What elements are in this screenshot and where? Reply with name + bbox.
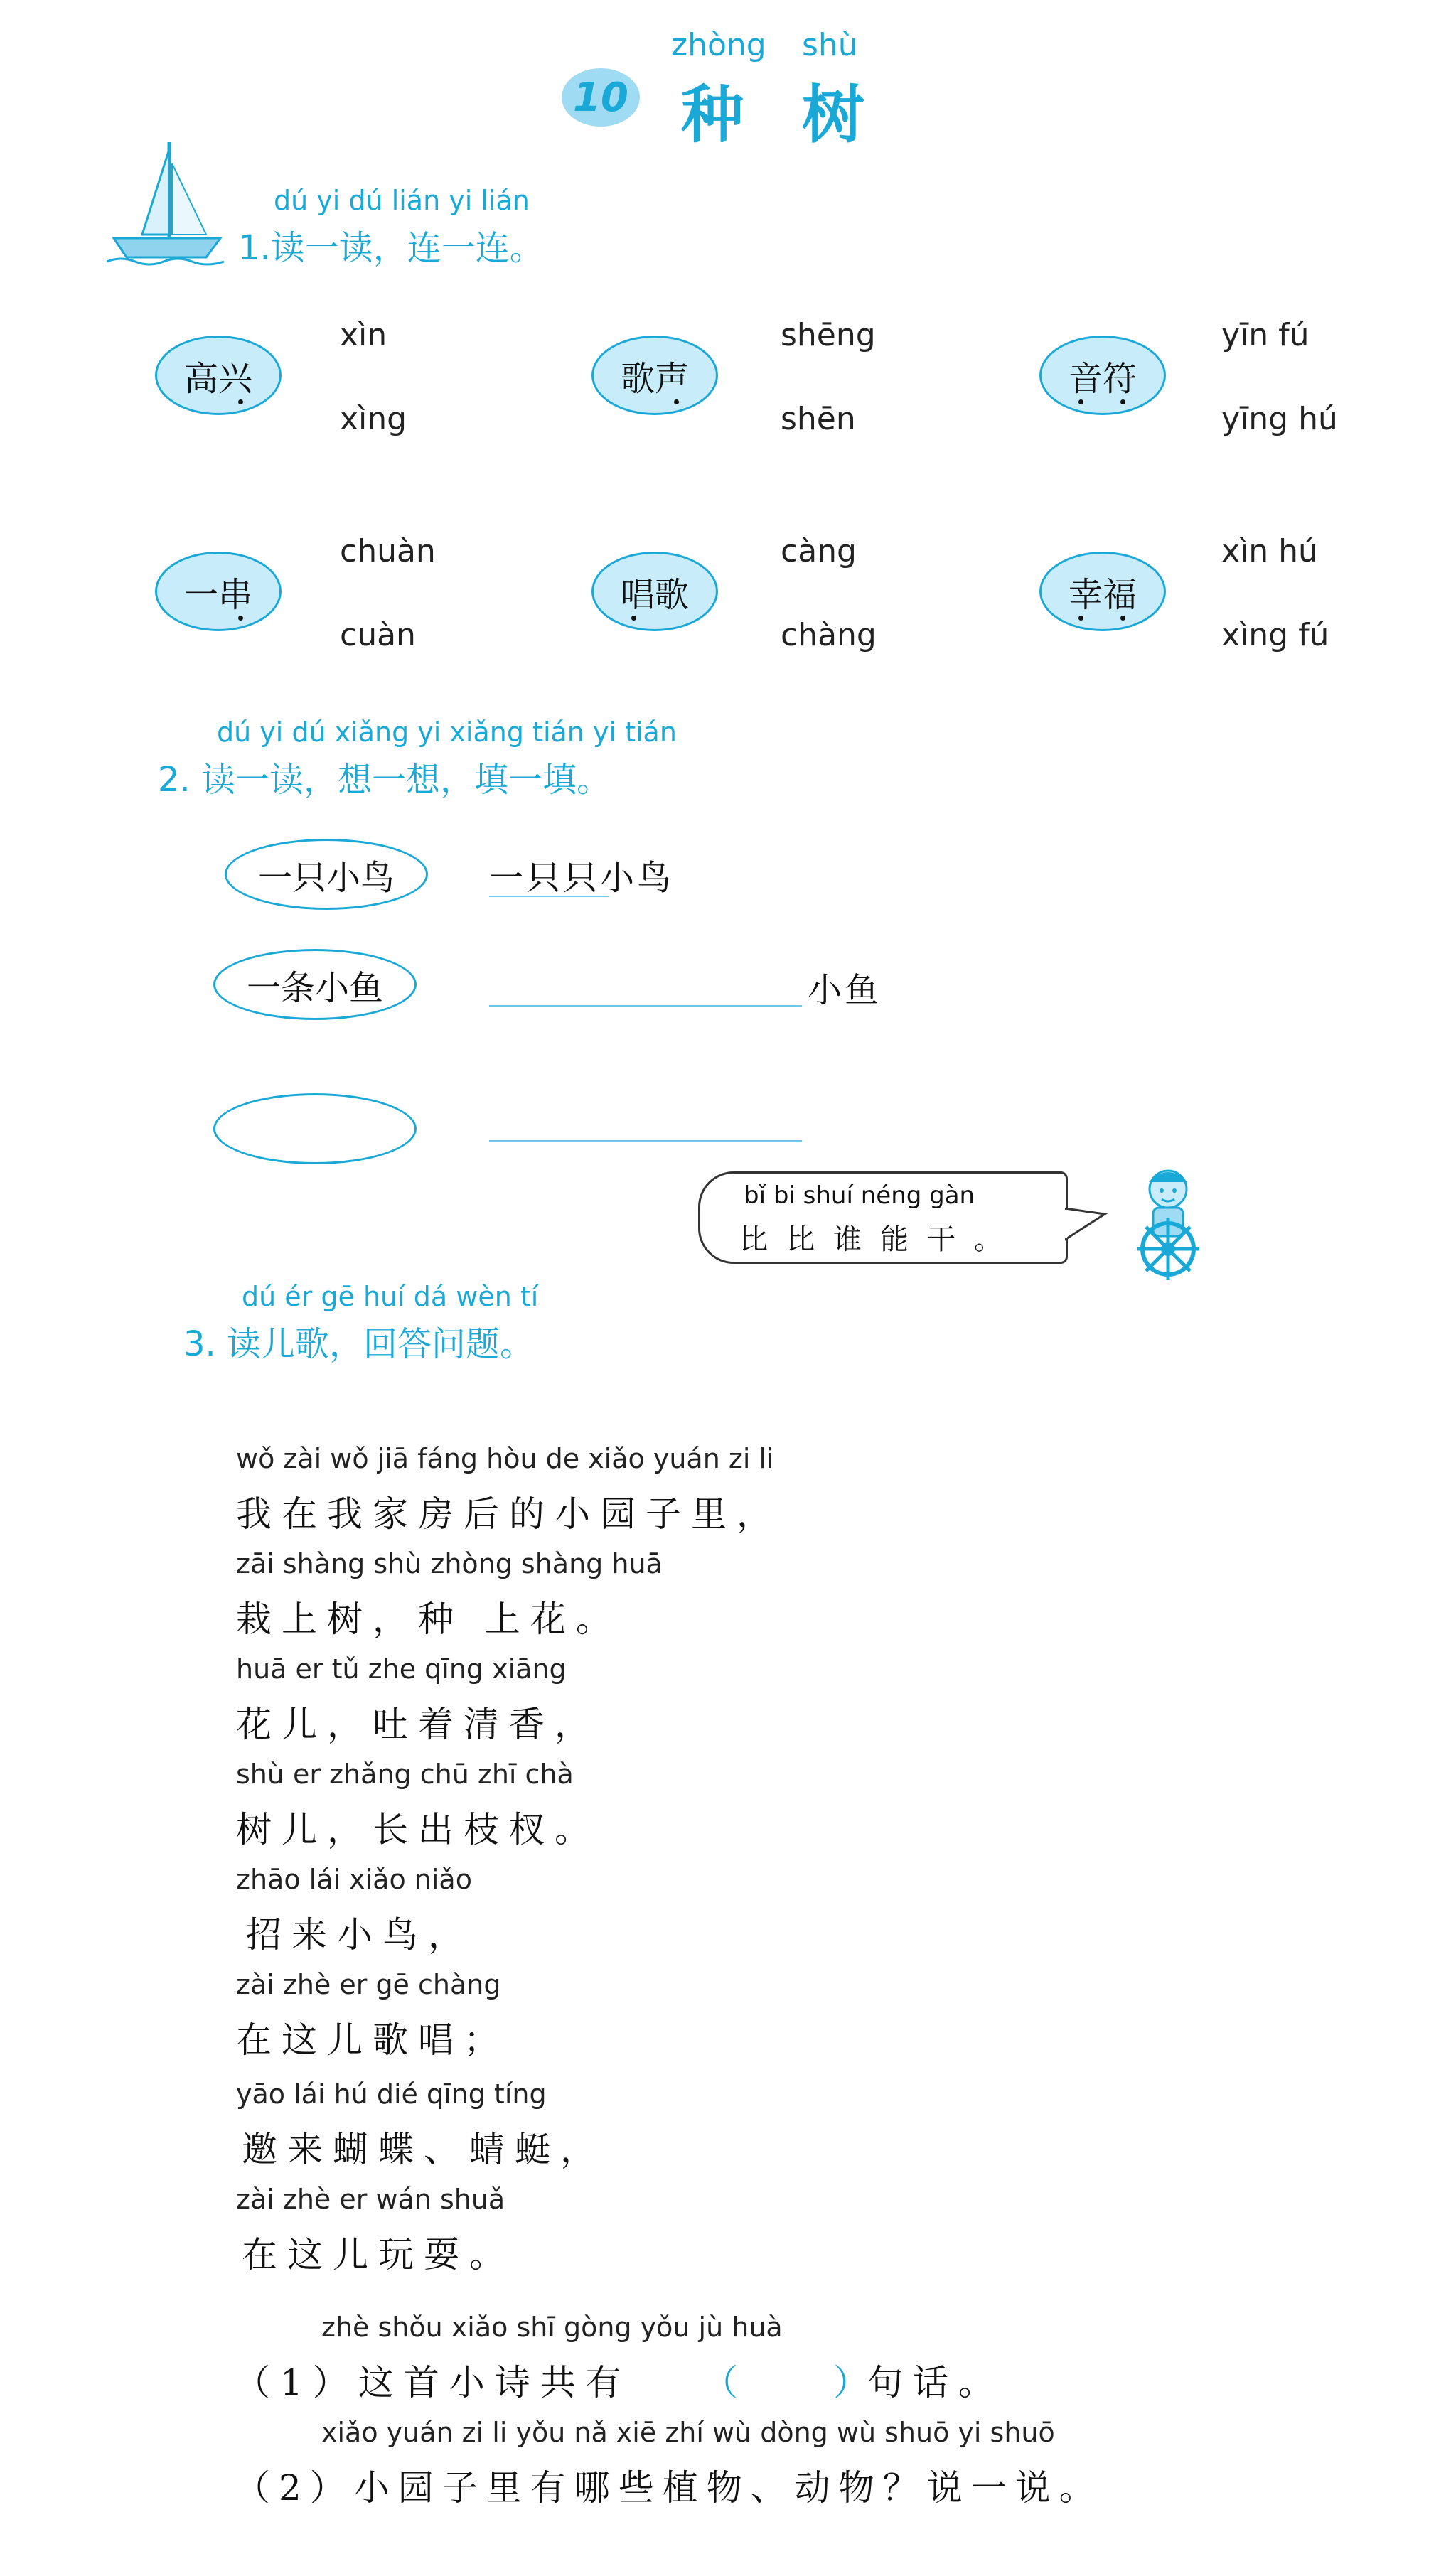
- bubble-text: 比比谁能干。: [739, 1223, 1021, 1256]
- q1-word-oval-6[interactable]: [1039, 552, 1166, 631]
- sub1-bracket-open: （: [702, 2362, 738, 2403]
- q1-opt-1b[interactable]: xìng: [340, 401, 407, 437]
- q3-label: 3. 读儿歌，回答问题。: [183, 1324, 535, 1364]
- q2-oval-2: [213, 949, 417, 1020]
- emphasis-dot: [674, 399, 679, 404]
- sub1-text-a: （1）这首小诗共有: [235, 2362, 631, 2403]
- q2-oval-3-blank[interactable]: [213, 1093, 417, 1164]
- q2-row3-blank[interactable]: [489, 1140, 802, 1142]
- q2-row2-suffix: 小鱼: [808, 970, 882, 1010]
- q1-word-oval-4[interactable]: [155, 552, 282, 631]
- q1-opt-3a[interactable]: yīn fú: [1221, 317, 1310, 353]
- q1-opt-6a[interactable]: xìn hú: [1221, 533, 1318, 569]
- q1-opt-5a[interactable]: càng: [781, 533, 857, 569]
- poem-line-3-pinyin: huā er tǔ zhe qīng xiāng: [236, 1653, 567, 1685]
- q2-oval-1-text: 一只小鸟: [257, 857, 395, 898]
- sub2-pinyin: xiǎo yuán zi li yǒu nǎ xiē zhí wù dòng wù shuō yi shuō: [321, 2417, 1055, 2448]
- q2-row2-blank[interactable]: [489, 1005, 802, 1007]
- q1-opt-4a[interactable]: chuàn: [340, 533, 436, 569]
- q3-pinyin: dú ér gē huí dá wèn tí: [242, 1281, 539, 1312]
- q1-word-oval-2[interactable]: [591, 336, 718, 415]
- poem-line-1: 我在我家房后的小园子里，: [236, 1493, 782, 1535]
- emphasis-dot: [1078, 399, 1083, 404]
- sub1-pinyin: zhè shǒu xiǎo shī gòng yǒu jù huà: [321, 2312, 783, 2343]
- q1-word-3: 音符: [1068, 358, 1137, 399]
- q2-oval-2-text: 一条小鱼: [246, 967, 383, 1008]
- q1-opt-1a[interactable]: xìn: [340, 317, 387, 353]
- emphasis-dot: [238, 399, 243, 404]
- q1-opt-2b[interactable]: shēn: [781, 401, 856, 437]
- q1-word-oval-3[interactable]: [1039, 336, 1166, 415]
- poem-line-4: 树儿，长出枝杈。: [236, 1809, 600, 1850]
- poem-line-8-pinyin: zài zhè er wán shuǎ: [236, 2184, 505, 2215]
- q1-word-oval-1[interactable]: [155, 336, 282, 415]
- q1-word-6: 幸福: [1068, 574, 1137, 615]
- emphasis-dot: [238, 616, 243, 621]
- title-pinyin-1: zhòng: [671, 27, 766, 63]
- title-pinyin-2: shù: [802, 27, 858, 63]
- sailor-boy-icon: [1122, 1162, 1214, 1283]
- q2-oval-1: [225, 839, 428, 910]
- title-char-1: 种: [681, 78, 744, 151]
- poem-line-2-pinyin: zāi shàng shù zhòng shàng huā: [236, 1548, 663, 1579]
- title-char-2: 树: [802, 78, 865, 151]
- q1-opt-3b[interactable]: yīng hú: [1221, 401, 1338, 437]
- sailboat-icon: [107, 135, 224, 267]
- poem-line-2: 栽上树，种 上花。: [236, 1599, 621, 1640]
- poem-line-5: 招来小鸟，: [246, 1914, 473, 1955]
- sub1-bracket-close: ）: [833, 2362, 869, 2403]
- q1-label: 1.读一读，连一连。: [238, 228, 544, 268]
- emphasis-dot: [631, 616, 636, 621]
- emphasis-dot: [1078, 616, 1083, 621]
- q1-word-5: 唱歌: [620, 574, 689, 615]
- poem-line-6: 在这儿歌唱；: [236, 2019, 509, 2061]
- sub1-answer-blank[interactable]: [739, 2354, 832, 2397]
- q2-row1-underline: [489, 896, 609, 897]
- bubble-tail: [1065, 1208, 1108, 1244]
- q1-word-1: 高兴: [183, 358, 252, 399]
- q1-opt-4b[interactable]: cuàn: [340, 617, 416, 653]
- poem-line-8: 在这儿玩耍。: [242, 2234, 515, 2275]
- poem-line-6-pinyin: zài zhè er gē chàng: [236, 1969, 501, 2000]
- q1-word-4: 一串: [183, 574, 252, 615]
- emphasis-dot: [1120, 616, 1125, 621]
- bubble-pinyin: bǐ bi shuí néng gàn: [744, 1181, 975, 1210]
- poem-line-7-pinyin: yāo lái hú dié qīng tíng: [236, 2078, 547, 2110]
- q2-row1-answer: 一只只小鸟: [489, 858, 675, 898]
- sub1-text-b: 句话。: [867, 2362, 1004, 2403]
- emphasis-dot: [1120, 399, 1125, 404]
- q1-opt-6b[interactable]: xìng fú: [1221, 617, 1329, 653]
- q2-pinyin: dú yi dú xiǎng yi xiǎng tián yi tián: [217, 717, 677, 748]
- sub2-text: （2）小园子里有哪些植物、动物？说一说。: [235, 2467, 1103, 2508]
- q1-opt-2a[interactable]: shēng: [781, 317, 876, 353]
- q1-word-2: 歌声: [620, 358, 689, 399]
- q1-word-oval-5[interactable]: [591, 552, 718, 631]
- lesson-number-badge: 10: [562, 68, 640, 127]
- q1-opt-5b[interactable]: chàng: [781, 617, 877, 653]
- poem-line-4-pinyin: shù er zhǎng chū zhī chà: [236, 1759, 574, 1790]
- poem-line-3: 花儿，吐着清香，: [236, 1704, 600, 1745]
- poem-line-1-pinyin: wǒ zài wǒ jiā fáng hòu de xiǎo yuán zi li: [236, 1443, 774, 1474]
- poem-line-7: 邀来蝴蝶、蜻蜓，: [242, 2129, 606, 2170]
- poem-line-5-pinyin: zhāo lái xiǎo niǎo: [236, 1864, 472, 1895]
- q1-pinyin: dú yi dú lián yi lián: [274, 185, 530, 216]
- q2-label: 2. 读一读，想一想，填一填。: [158, 760, 611, 800]
